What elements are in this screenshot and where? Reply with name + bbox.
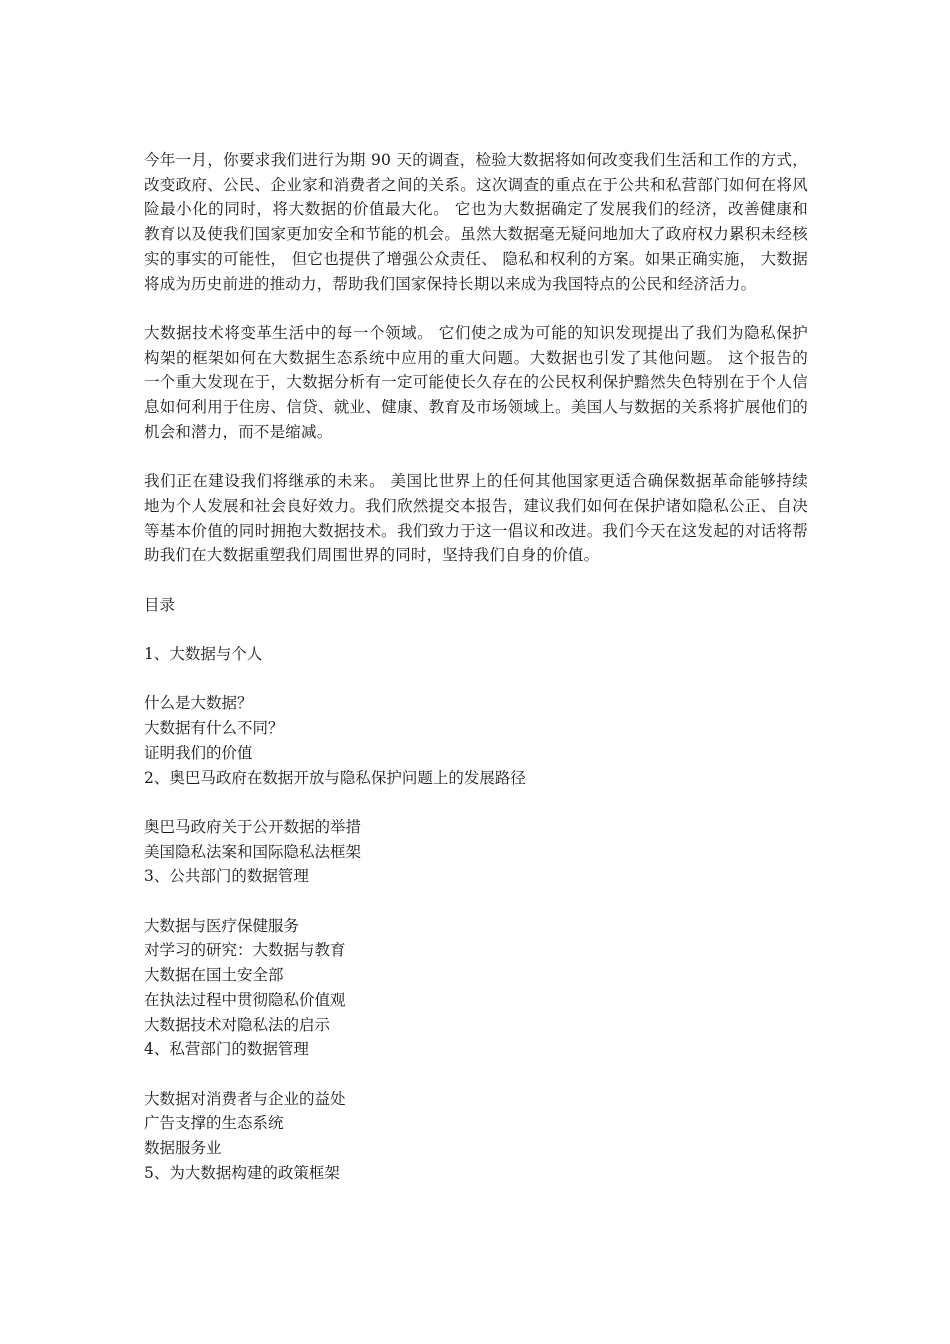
toc-section-title: 4、私营部门的数据管理 bbox=[144, 1040, 309, 1059]
toc-section-title: 1、大数据与个人 bbox=[144, 645, 263, 663]
toc-item: 证明我们的价值 bbox=[144, 743, 253, 762]
intro-paragraph-3: 我们正在建设我们将继承的未来。 美国比世界上的任何其他国家更适合确保数据革命能够持续地为个人发展和社会良好效力。我们欣然提交本报告，建议我们如何在保护诸如隐私公正、自决等基本价值的同时拥抱大数据技术。我们致力于这一倡议和改进。我们今天在这发起的对话将帮助我们在大数据重塑我们周围世界的同时，坚持我们自身的价值。 bbox=[144, 472, 808, 565]
table-of-contents bbox=[144, 593, 808, 1186]
toc-item: 在执法过程中贯彻隐私价值观 bbox=[144, 990, 346, 1009]
toc-heading: 目录 bbox=[144, 595, 176, 614]
toc-item: 大数据技术对隐私法的启示 bbox=[144, 1015, 331, 1034]
toc-item: 美国隐私法案和国际隐私法框架 bbox=[144, 842, 362, 861]
toc-section-title: 3、公共部门的数据管理 bbox=[144, 867, 309, 886]
intro-paragraph-1: 今年一月，你要求我们进行为期 90 天的调查，检验大数据将如何改变我们生活和工作的方式，改变政府、公民、企业家和消费者之间的关系。这次调查的重点在于公共和私营部门如何在将风险最小化的同时，将大数据的价值最大化。 它也为大数据确定了发展我们的经济，改善健康和教育以及使我们国家更加安全和节能的机会。虽然大数据毫无疑问地加大了政府权力累积未经核实的事实的可能性， 但它也提供了增强公众责任、 隐私和权利的方案。如果正确实施， 大数据将成为历史前进的推动力，帮助我们国家保持长期以来成为我国特点的公民和经济活力。 bbox=[144, 151, 808, 293]
toc-item: 大数据在国土安全部 bbox=[144, 966, 284, 985]
toc-item: 奥巴马政府关于公开数据的举措 bbox=[144, 817, 362, 836]
toc-item: 广告支撑的生态系统 bbox=[144, 1114, 284, 1133]
toc-section-title: 2、奥巴马政府在数据开放与隐私保护问题上的发展路径 bbox=[144, 768, 526, 787]
toc-item: 数据服务业 bbox=[144, 1139, 222, 1157]
toc-item: 什么是大数据？ bbox=[144, 694, 253, 713]
document-page bbox=[144, 148, 808, 1185]
toc-item: 对学习的研究：大数据与教育 bbox=[144, 941, 346, 960]
toc-section-title: 5、为大数据构建的政策框架 bbox=[144, 1163, 340, 1182]
toc-item: 大数据有什么不同？ bbox=[144, 719, 284, 738]
intro-paragraph-2: 大数据技术将变革生活中的每一个领域。 它们使之成为可能的知识发现提出了我们为隐私保护构架的框架如何在大数据生态系统中应用的重大问题。大数据也引发了其他问题。 这个报告的一个重大发现在于，大数据分析有一定可能使长久存在的公民权利保护黯然失色特别在于个人信息如何利用于住房、信贷、就业、健康、教育及市场领域上。美国人与数据的关系将扩展他们的机会和潜力，而不是缩减。 bbox=[144, 323, 808, 441]
toc-item: 大数据与医疗保健服务 bbox=[144, 916, 300, 935]
toc-item: 大数据对消费者与企业的益处 bbox=[144, 1089, 346, 1108]
